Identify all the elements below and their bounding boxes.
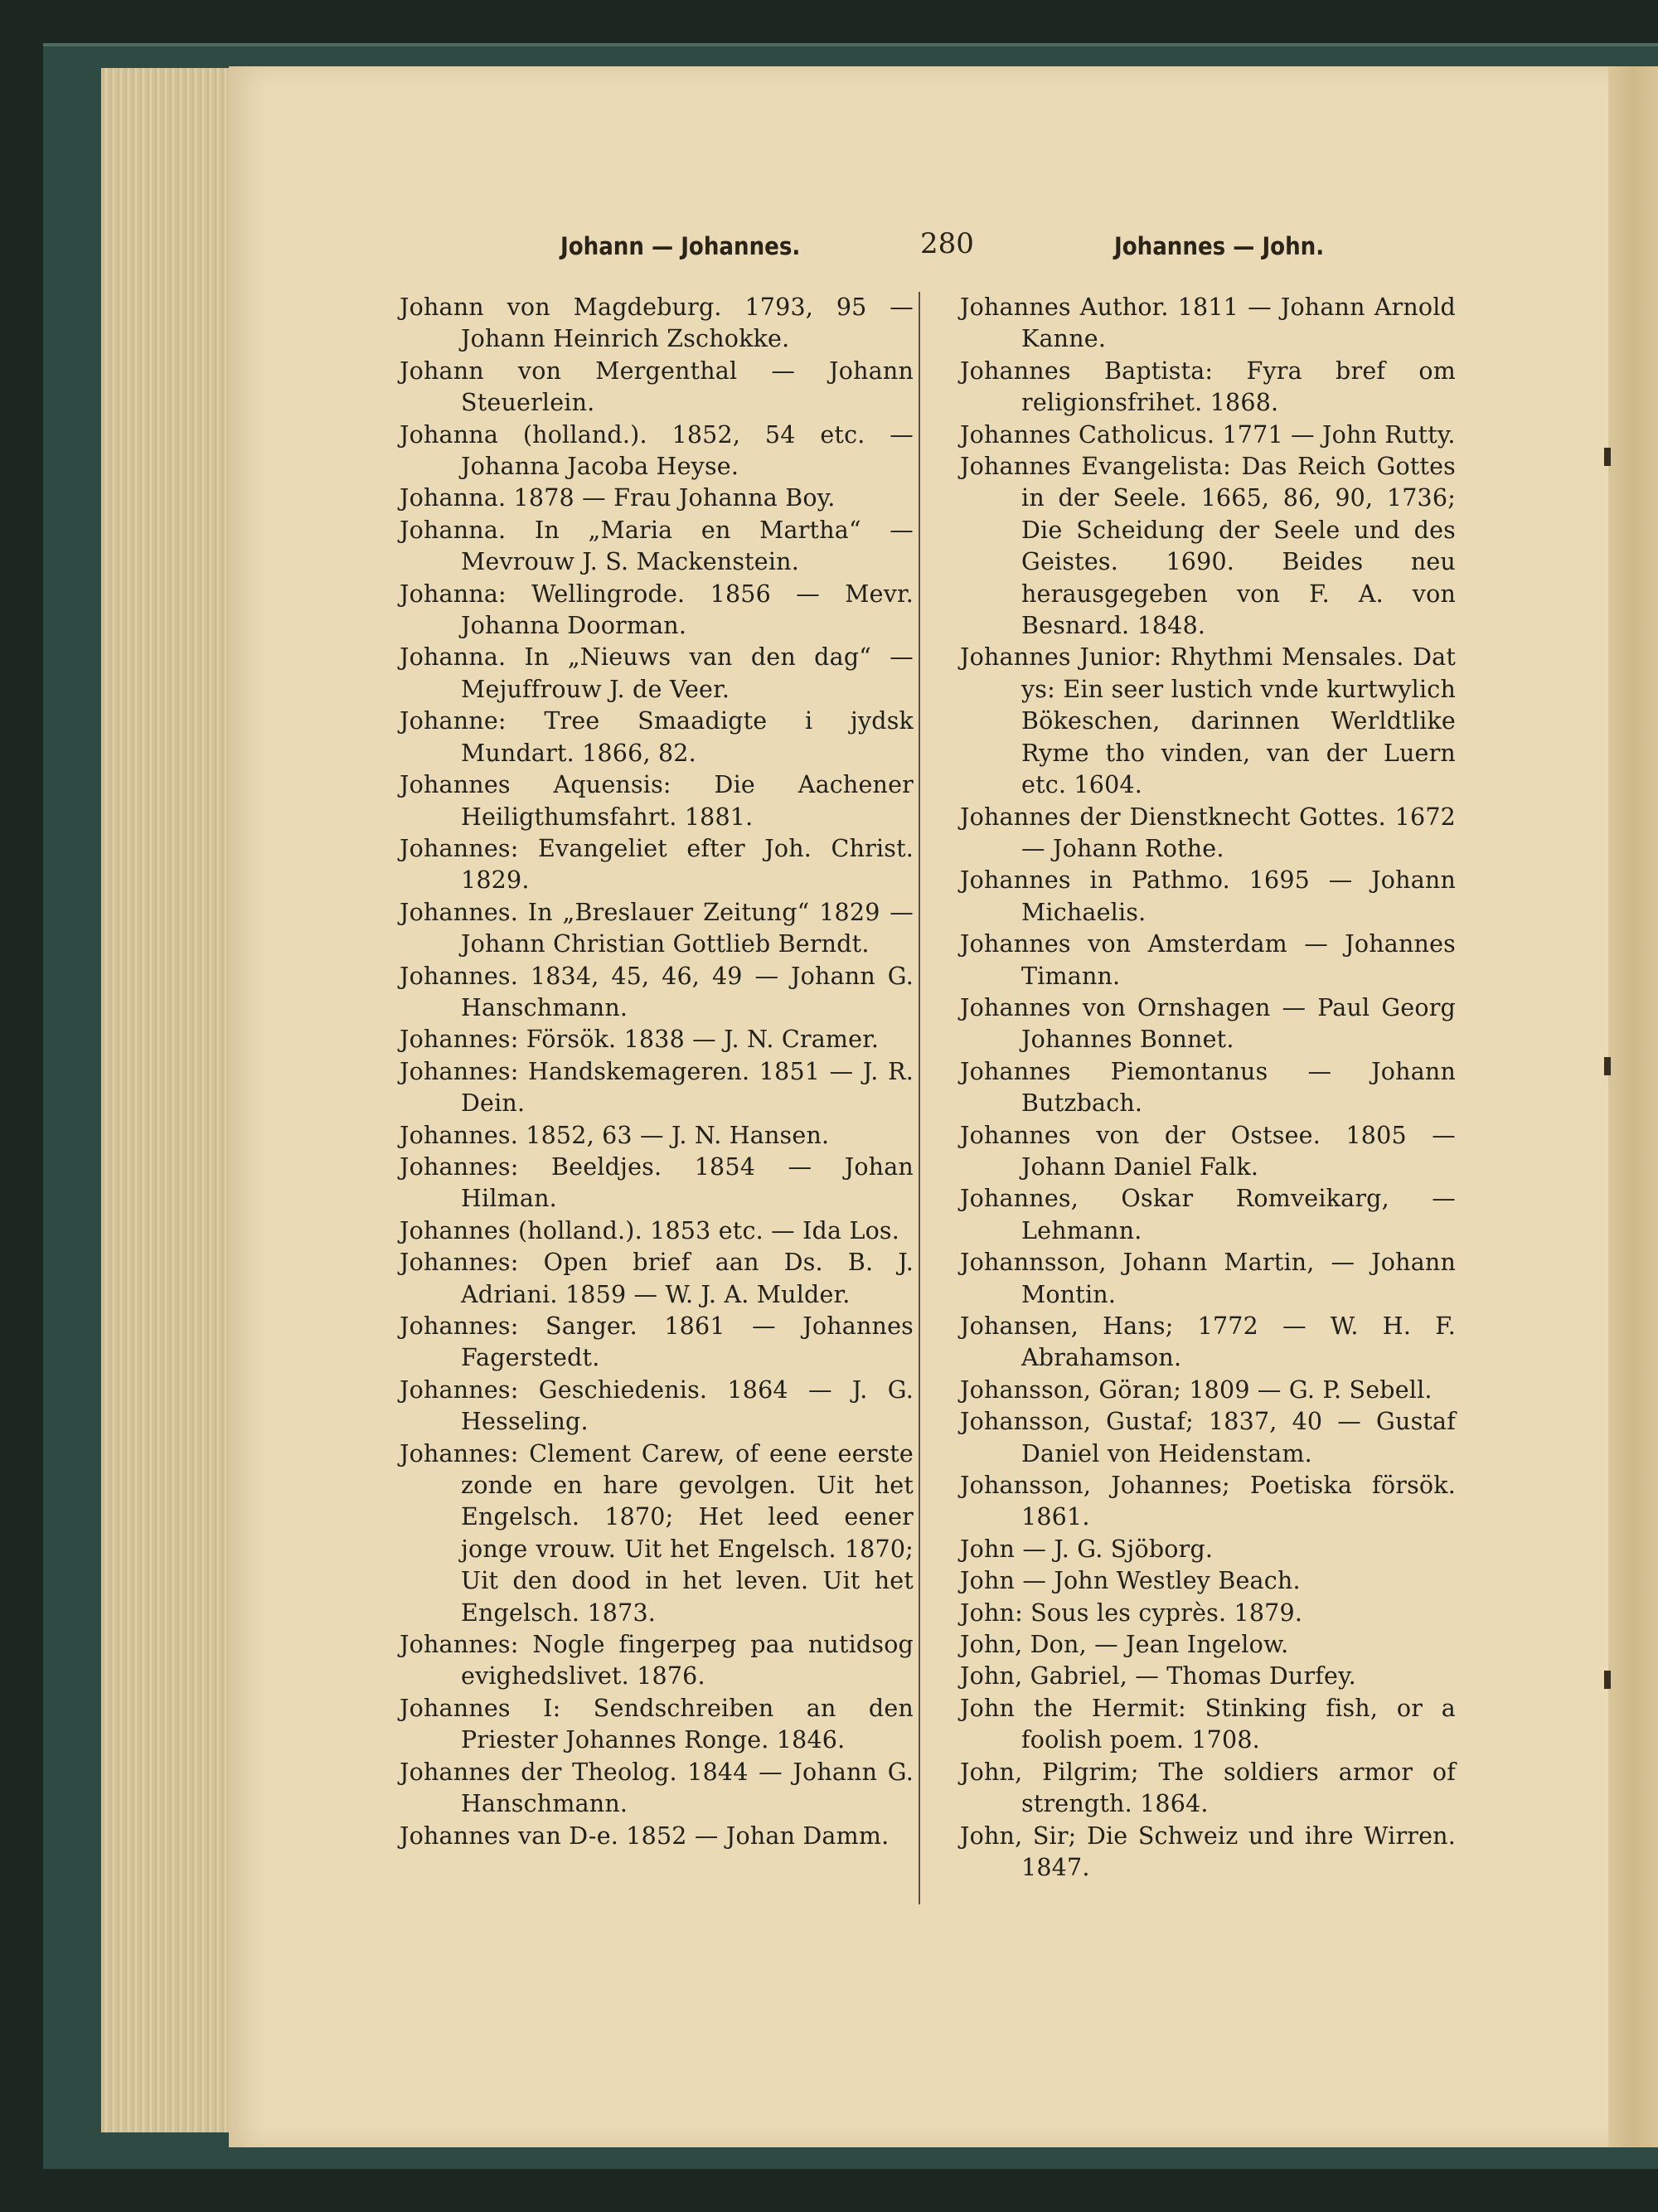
index-entry: Johanna: Wellingrode. 1856 — Mevr. Johanna Doorman. bbox=[400, 580, 914, 640]
index-entry: Johannes van D-e. 1852 — Johan Damm. bbox=[400, 1822, 890, 1850]
index-entry: Johanna. In „Nieuws van den dag“ — Mejuffrouw J. de Veer. bbox=[400, 643, 914, 703]
column-divider bbox=[919, 292, 920, 1904]
index-entry: John — J. G. Sjöborg. bbox=[960, 1535, 1214, 1563]
index-entry: Johanna. 1878 — Frau Johanna Boy. bbox=[400, 484, 836, 512]
index-entry: Johannes in Pathmo. 1695 — Johann Michaelis. bbox=[960, 866, 1456, 926]
running-head-left: Johann — Johannes. bbox=[560, 232, 801, 260]
index-entry: John, Gabriel, — Thomas Durfey. bbox=[960, 1662, 1356, 1691]
index-entry: John the Hermit: Stinking fish, or a foolish poem. 1708. bbox=[960, 1694, 1456, 1754]
index-entry: Johannes der Theolog. 1844 — Johann G. Hanschmann. bbox=[400, 1758, 914, 1818]
index-entry: Johansson, Göran; 1809 — G. P. Sebell. bbox=[960, 1375, 1433, 1404]
right-column bbox=[960, 292, 1456, 1884]
page-number: 280 bbox=[920, 227, 974, 260]
index-entry: Johannes: Försök. 1838 — J. N. Cramer. bbox=[400, 1026, 880, 1054]
index-entry: Johansson, Gustaf; 1837, 40 — Gustaf Daniel von Heidenstam. bbox=[960, 1408, 1456, 1467]
index-entry: Johanna (holland.). 1852, 54 etc. — Johanna Jacoba Heyse. bbox=[400, 420, 914, 481]
index-entry: John, Don, — Jean Ingelow. bbox=[960, 1631, 1289, 1659]
index-entry: Johannes: Nogle fingerpeg paa nutidsog evighedslivet. 1876. bbox=[400, 1631, 914, 1691]
index-entry: Johannes: Geschiedenis. 1864 — J. G. Hesseling. bbox=[400, 1375, 914, 1436]
index-entry: Johannes von Ornshagen — Paul Georg Johannes Bonnet. bbox=[960, 993, 1456, 1054]
left-column bbox=[400, 292, 914, 1852]
index-entry: Johanna. In „Maria en Martha“ — Mevrouw J. S. Mackenstein. bbox=[400, 516, 914, 576]
index-entry: Johannsson, Johann Martin, — Johann Montin. bbox=[960, 1249, 1456, 1308]
running-head-right: Johannes — John. bbox=[1114, 232, 1325, 260]
index-entry: Johannes. 1852, 63 — J. N. Hansen. bbox=[400, 1121, 830, 1149]
page-gutter bbox=[1608, 66, 1658, 2147]
binding-mark bbox=[1604, 1671, 1611, 1689]
index-entry: Johannes I: Sendschreiben an den Priester Johannes Ronge. 1846. bbox=[400, 1694, 914, 1754]
index-entry: Johannes Junior: Rhythmi Mensales. Dat ys: Ein seer lustich vnde kurtwylich Bökeschen, darinnen Werldtlike Ryme tho vinden, van der Luern etc. 1604. bbox=[960, 643, 1456, 799]
index-entry: Johannes von der Ostsee. 1805 — Johann Daniel Falk. bbox=[960, 1121, 1456, 1181]
index-entry: Johannes (holland.). 1853 etc. — Ida Los. bbox=[400, 1216, 900, 1244]
binding-mark bbox=[1604, 1057, 1611, 1075]
index-entry: Johannes von Amsterdam — Johannes Timann. bbox=[960, 930, 1456, 990]
index-entry: Johannes Piemontanus — Johann Butzbach. bbox=[960, 1057, 1456, 1118]
index-entry: Johannes der Dienstknecht Gottes. 1672 — Johann Rothe. bbox=[960, 803, 1456, 862]
index-entry: Johannes: Handskemageren. 1851 — J. R. Dein. bbox=[400, 1057, 914, 1118]
index-entry: Johansson, Johannes; Poetiska försök. 1861. bbox=[960, 1472, 1456, 1531]
index-entry: Johannes: Open brief aan Ds. B. J. Adriani. 1859 — W. J. A. Mulder. bbox=[400, 1249, 914, 1308]
index-entry: Johannes: Beeldjes. 1854 — Johan Hilman. bbox=[400, 1152, 914, 1213]
index-entry: Johannes: Sanger. 1861 — Johannes Fagerstedt. bbox=[400, 1312, 914, 1372]
index-entry: John — John Westley Beach. bbox=[960, 1567, 1301, 1595]
index-entry: Johannes: Evangeliet efter Joh. Christ. 1829. bbox=[400, 834, 914, 895]
index-entry: Johannes Evangelista: Das Reich Gottes in der Seele. 1665, 86, 90, 1736; Die Scheidung der Seele und des Geistes. 1690. Beides neu herausgegeben von F. A. von Besnard. 1848. bbox=[960, 453, 1456, 640]
index-entry: Johannes, Oskar Romveikarg, — Lehmann. bbox=[960, 1185, 1456, 1244]
index-entry: Johannes Aquensis: Die Aachener Heiligthumsfahrt. 1881. bbox=[400, 771, 914, 831]
index-entry: Johanne: Tree Smaadigte i jydsk Mundart. 1866, 82. bbox=[400, 707, 914, 767]
index-entry: Johannes Author. 1811 — Johann Arnold Kanne. bbox=[960, 293, 1456, 353]
index-entry: Johansen, Hans; 1772 — W. H. F. Abrahamson. bbox=[960, 1312, 1456, 1372]
index-entry: Johannes Baptista: Fyra bref om religionsfrihet. 1868. bbox=[960, 357, 1456, 417]
page-edges bbox=[101, 68, 235, 2132]
index-entry: Johann von Mergenthal — Johann Steuerlein. bbox=[400, 357, 914, 417]
index-entry: Johannes. 1834, 45, 46, 49 — Johann G. Hanschmann. bbox=[400, 962, 914, 1021]
binding-mark bbox=[1604, 448, 1611, 466]
index-entry: Johannes: Clement Carew, of eene eerste zonde en hare gevolgen. Uit het Engelsch. 1870; Het leed eener jonge vrouw. Uit het Engelsch. 1870; Uit den dood in het leven. Uit het Engelsch. 1873. bbox=[400, 1439, 914, 1627]
index-entry: John, Pilgrim; The soldiers armor of strength. 1864. bbox=[960, 1758, 1456, 1818]
index-entry: John, Sir; Die Schweiz und ihre Wirren. 1847. bbox=[960, 1822, 1456, 1881]
index-entry: John: Sous les cyprès. 1879. bbox=[960, 1598, 1303, 1627]
index-entry: Johannes. In „Breslauer Zeitung“ 1829 — Johann Christian Gottlieb Berndt. bbox=[400, 898, 914, 958]
index-entry: Johann von Magdeburg. 1793, 95 — Johann Heinrich Zschokke. bbox=[400, 293, 914, 353]
index-entry: Johannes Catholicus. 1771 — John Rutty. bbox=[960, 420, 1456, 449]
